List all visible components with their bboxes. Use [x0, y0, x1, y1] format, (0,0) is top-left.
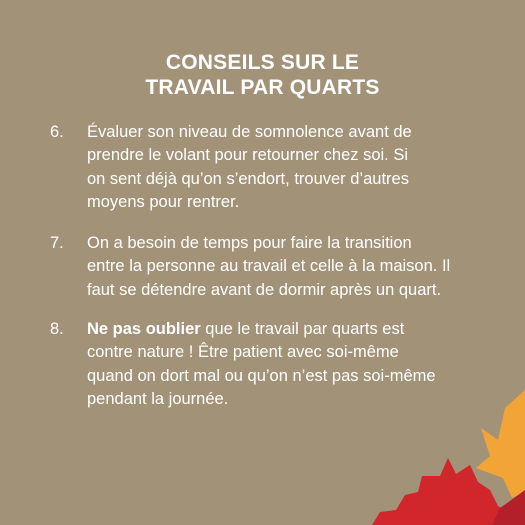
tip-text-line: On a besoin de temps pour faire la transition	[87, 234, 412, 252]
title-line-1: CONSEILS SUR LE	[165, 51, 360, 74]
tip-text-line: pendant la journée.	[87, 389, 229, 408]
tip-number: 6.	[50, 123, 64, 141]
tip-text	[87, 232, 487, 302]
tip-text-line: contre nature ! Être patient avec soi-même	[87, 343, 399, 362]
tip-text-line: Évaluer son niveau de somnolence avant de	[87, 123, 412, 141]
tip-text-line: entre la personne au travail et celle à la maison. Il	[87, 257, 451, 276]
tip-number: 8.	[50, 320, 64, 338]
tip-text-line: moyens pour rentrer.	[87, 192, 240, 211]
tip-text	[87, 121, 487, 214]
tip-text-line	[87, 318, 487, 341]
title-line-2: TRAVAIL PAR QUARTS	[145, 76, 380, 99]
tip-text-line: quand on dort mal ou qu’on n’est pas soi-même	[87, 366, 436, 385]
tip-text-line: faut se détendre avant de dormir après un quart.	[87, 280, 442, 299]
tip-number: 7.	[50, 234, 64, 252]
tip-text-continuation: que le travail par quarts est	[200, 320, 405, 338]
tip-text-line: on sent déjà qu’on s’endort, trouver d’autres	[87, 169, 409, 188]
tip-text-line: prendre le volant pour retourner chez soi. Si	[87, 146, 409, 165]
tip-emphasis: Ne pas oublier	[87, 320, 201, 338]
tip-text	[87, 318, 487, 411]
